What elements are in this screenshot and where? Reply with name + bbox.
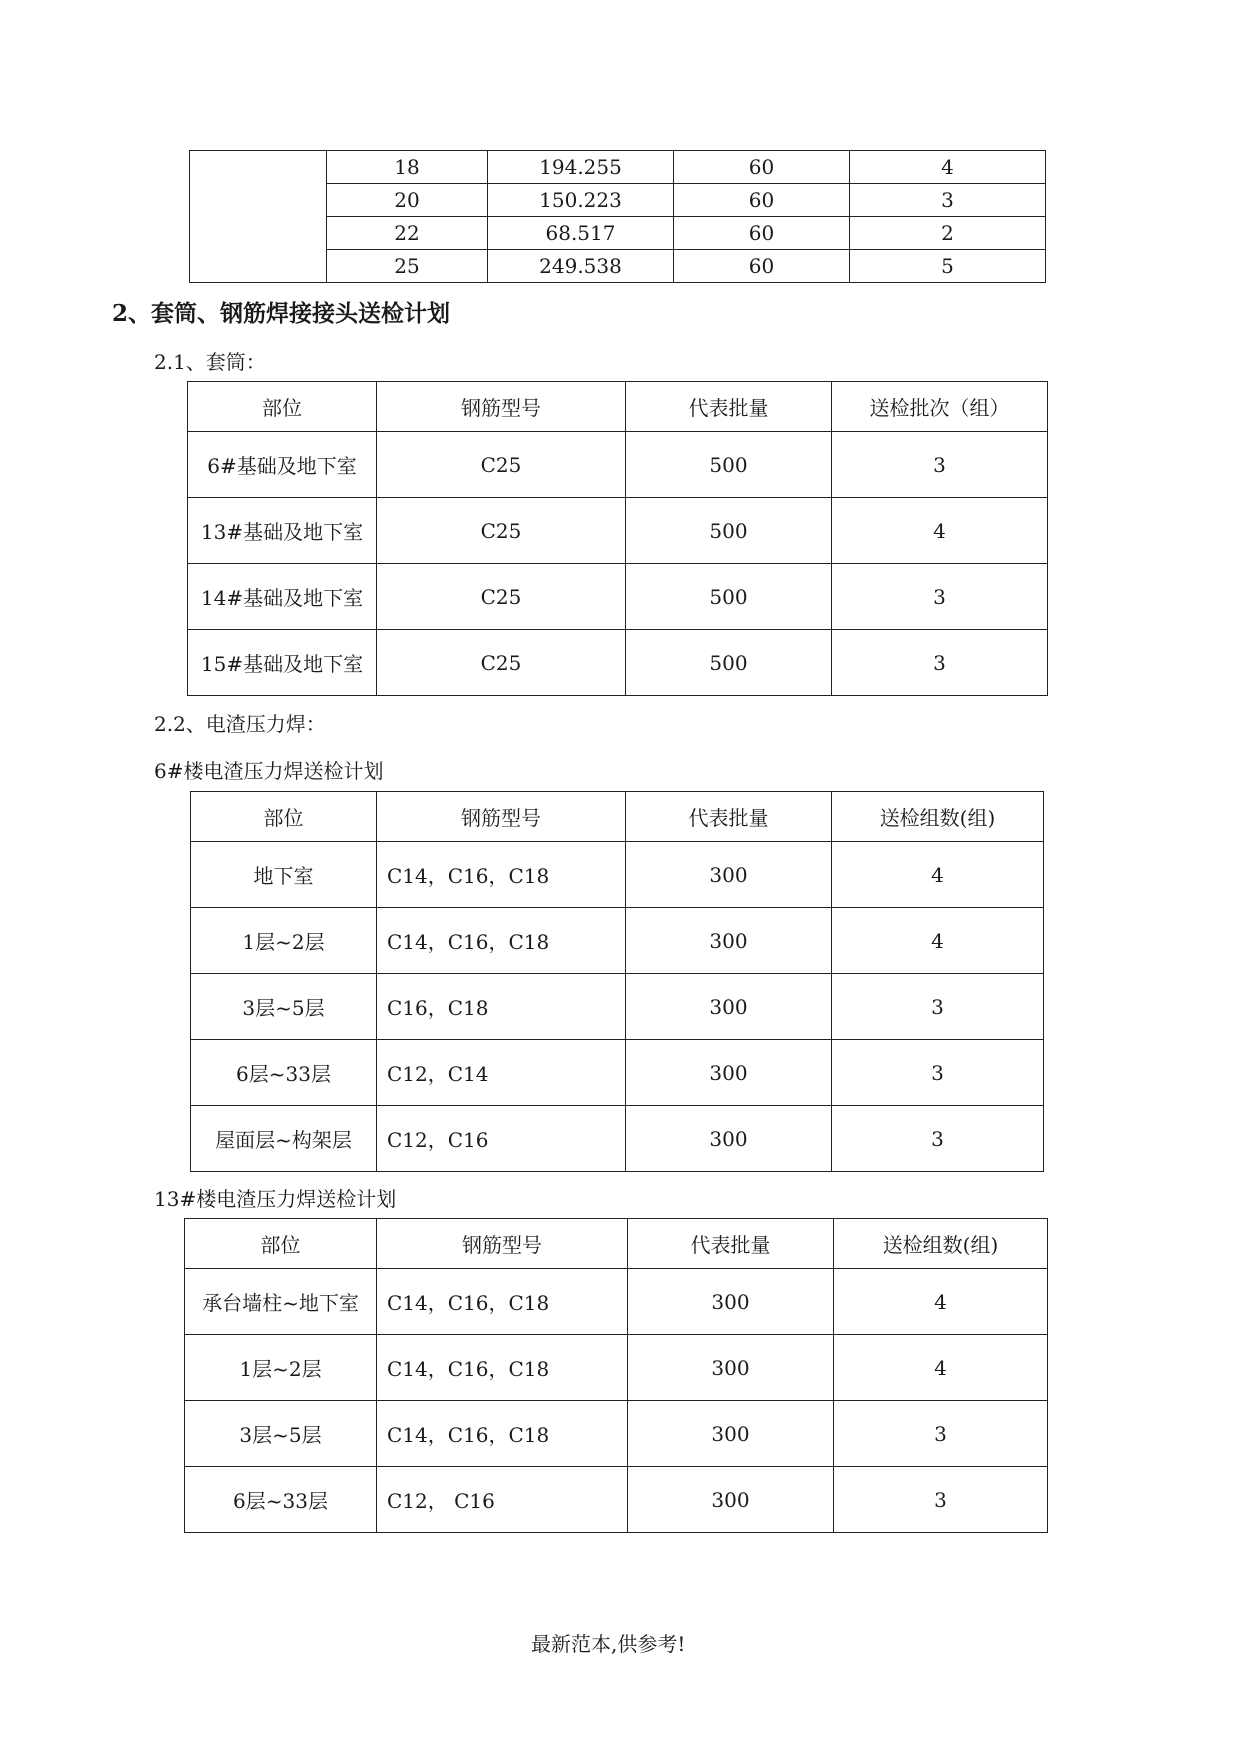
subsection-title: 2.1、套筒： (154, 350, 266, 374)
table-cell: 屋面层~构架层 (191, 1106, 377, 1172)
table-cell: 3 (832, 974, 1044, 1040)
table-cell: 150.223 (488, 184, 674, 217)
table-cell: 18 (327, 151, 488, 184)
table-cell: C12， C16 (377, 1467, 628, 1533)
table-cell: 1层~2层 (191, 908, 377, 974)
table-cell: 3层~5层 (185, 1401, 377, 1467)
column-header: 钢筋型号 (377, 792, 626, 842)
table-cell: 3 (834, 1401, 1048, 1467)
table-cell: 13#基础及地下室 (188, 498, 377, 564)
table-cell: C25 (377, 498, 626, 564)
table-row (188, 498, 1048, 564)
table-cell: 249.538 (488, 250, 674, 283)
table-cell: 300 (626, 974, 832, 1040)
table-cell (190, 151, 327, 283)
column-header: 送检组数(组) (832, 792, 1044, 842)
subsection-title: 2.2、电渣压力焊： (154, 712, 326, 736)
table-header-row (188, 382, 1048, 432)
table-cell: 194.255 (488, 151, 674, 184)
table-cell: 22 (327, 217, 488, 250)
table-cell: 4 (850, 151, 1046, 184)
column-header: 送检组数(组) (834, 1219, 1048, 1269)
table-cell: 2 (850, 217, 1046, 250)
table-cell: C25 (377, 564, 626, 630)
table-row (191, 1106, 1044, 1172)
table-cell: 60 (674, 250, 850, 283)
table-cell: 4 (834, 1335, 1048, 1401)
column-header: 代表批量 (626, 382, 832, 432)
column-header: 钢筋型号 (377, 382, 626, 432)
table-cell: C14，C16，C18 (377, 908, 626, 974)
table-row (191, 842, 1044, 908)
table-cell: 3 (832, 432, 1048, 498)
table-cell: 3 (832, 630, 1048, 696)
table-row (191, 974, 1044, 1040)
table-cell: 300 (626, 842, 832, 908)
table-row (188, 432, 1048, 498)
table-caption: 13#楼电渣压力焊送检计划 (154, 1187, 397, 1211)
table-row (188, 564, 1048, 630)
table-cell: 4 (832, 498, 1048, 564)
table-row (185, 1467, 1048, 1533)
plan13-table (184, 1218, 1048, 1533)
table-header-row (185, 1219, 1048, 1269)
table-row (190, 151, 1046, 184)
table-cell: 3 (850, 184, 1046, 217)
table-cell: 25 (327, 250, 488, 283)
column-header: 代表批量 (628, 1219, 834, 1269)
table-cell: 3 (832, 564, 1048, 630)
sleeve-table (187, 381, 1048, 696)
table-cell: 6层~33层 (185, 1467, 377, 1533)
table-cell: 500 (626, 630, 832, 696)
table-cell: C12，C14 (377, 1040, 626, 1106)
table-cell: C14，C16，C18 (377, 1269, 628, 1335)
table-cell: 5 (850, 250, 1046, 283)
plan6-table (190, 791, 1044, 1172)
table-cell: 承台墙柱~地下室 (185, 1269, 377, 1335)
table-cell: 300 (628, 1467, 834, 1533)
table-cell: C14，C16，C18 (377, 1335, 628, 1401)
table-row (185, 1269, 1048, 1335)
table-cell: C25 (377, 432, 626, 498)
table-cell: 15#基础及地下室 (188, 630, 377, 696)
table-cell: 14#基础及地下室 (188, 564, 377, 630)
table-cell: 500 (626, 498, 832, 564)
table-cell: 6层~33层 (191, 1040, 377, 1106)
table-cell: 68.517 (488, 217, 674, 250)
table-cell: 60 (674, 217, 850, 250)
table-header-row (191, 792, 1044, 842)
page-footer: 最新范本,供参考! (531, 1632, 686, 1656)
table-cell: 1层~2层 (185, 1335, 377, 1401)
table-cell: 300 (626, 1106, 832, 1172)
table-cell: C25 (377, 630, 626, 696)
table-cell: 60 (674, 151, 850, 184)
table-cell: 4 (832, 842, 1044, 908)
table-cell: 3 (832, 1040, 1044, 1106)
column-header: 部位 (185, 1219, 377, 1269)
column-header: 送检批次（组） (832, 382, 1048, 432)
table-cell: 6#基础及地下室 (188, 432, 377, 498)
table-row (191, 1040, 1044, 1106)
table-caption: 6#楼电渣压力焊送检计划 (154, 759, 384, 783)
top-table (189, 150, 1046, 283)
table-cell: 300 (628, 1401, 834, 1467)
table-row (191, 908, 1044, 974)
table-cell: 4 (832, 908, 1044, 974)
table-cell: 300 (626, 908, 832, 974)
table-cell: 300 (628, 1269, 834, 1335)
column-header: 部位 (191, 792, 377, 842)
table-cell: 3 (832, 1106, 1044, 1172)
table-cell: 500 (626, 564, 832, 630)
table-cell: 300 (628, 1335, 834, 1401)
table-cell: 500 (626, 432, 832, 498)
table-cell: 300 (626, 1040, 832, 1106)
table-cell: 3层~5层 (191, 974, 377, 1040)
table-cell: C14，C16，C18 (377, 1401, 628, 1467)
table-cell: C14，C16，C18 (377, 842, 626, 908)
table-cell: 20 (327, 184, 488, 217)
table-cell: 3 (834, 1467, 1048, 1533)
column-header: 钢筋型号 (377, 1219, 628, 1269)
table-cell: C12，C16 (377, 1106, 626, 1172)
table-cell: C16，C18 (377, 974, 626, 1040)
table-cell: 4 (834, 1269, 1048, 1335)
section-heading: 2、套筒、钢筋焊接接头送检计划 (112, 300, 451, 327)
table-cell: 地下室 (191, 842, 377, 908)
table-cell: 60 (674, 184, 850, 217)
column-header: 代表批量 (626, 792, 832, 842)
table-row (188, 630, 1048, 696)
column-header: 部位 (188, 382, 377, 432)
table-row (185, 1401, 1048, 1467)
table-row (185, 1335, 1048, 1401)
